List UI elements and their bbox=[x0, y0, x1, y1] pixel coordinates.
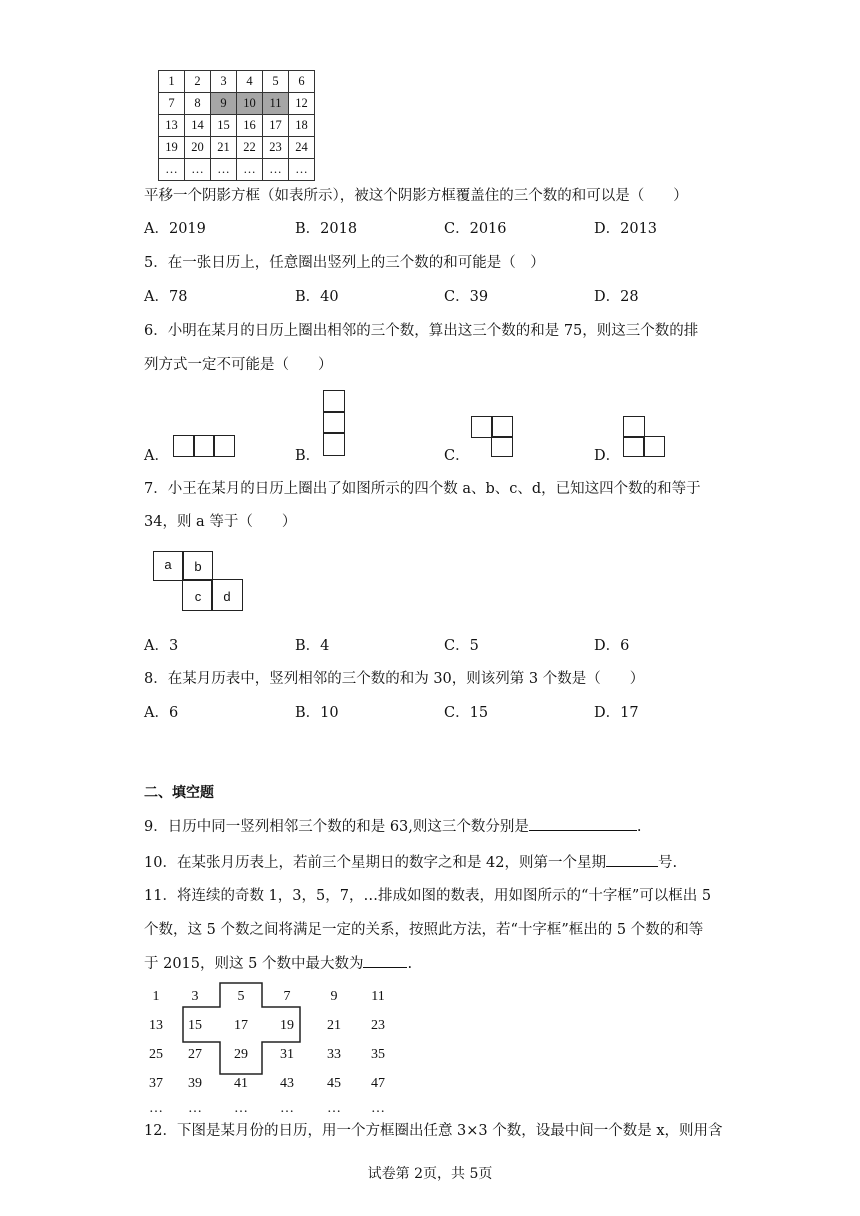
q7-label-c: c bbox=[194, 589, 202, 604]
q12-line1: 12．下图是某月份的日历，用一个方框圈出任意 3×3 个数，设最中间一个数是 x，则用含 bbox=[144, 1123, 723, 1139]
q11-line1: 11．将连续的奇数 1，3，5，7，…排成如图的数表，用如图所示的“十字框”可以框出 5 bbox=[144, 888, 712, 904]
q4-option-b: B．2018 bbox=[295, 221, 358, 237]
q8-option-d: D．17 bbox=[594, 705, 639, 721]
calendar-cell: … bbox=[237, 159, 263, 181]
calendar-cell: 24 bbox=[289, 137, 315, 159]
odd-table-cell: 21 bbox=[327, 1018, 341, 1033]
odd-table-cell: 1 bbox=[152, 989, 160, 1004]
odd-table-cell: 43 bbox=[280, 1076, 294, 1091]
q7-label-d: d bbox=[223, 589, 231, 604]
q10-text-end: 号. bbox=[658, 855, 678, 871]
odd-table-cell: 23 bbox=[371, 1018, 385, 1033]
calendar-cell: 18 bbox=[289, 115, 315, 137]
q10-text: 10．在某张月历表上，若前三个星期日的数字之和是 42，则第一个星期 bbox=[144, 855, 607, 871]
q11-line2: 个数，这 5 个数之间将满足一定的关系，按照此方法，若“十字框”框出的 5 个数的和等 bbox=[144, 922, 704, 938]
q8-option-a: A．6 bbox=[144, 705, 179, 721]
calendar-cell: 20 bbox=[185, 137, 211, 159]
odd-table-cell: … bbox=[327, 1101, 341, 1116]
q7-option-d: D．6 bbox=[594, 638, 630, 654]
calendar-cell: … bbox=[263, 159, 289, 181]
q6-stem-line1: 6．小明在某月的日历上圈出相邻的三个数，算出这三个数的和是 75，则这三个数的排 bbox=[144, 323, 699, 339]
q7-stem-line1: 7．小王在某月的日历上圈出了如图所示的四个数 a、b、c、d，已知这四个数的和等于 bbox=[144, 481, 701, 497]
q8-option-c: C．15 bbox=[444, 705, 489, 721]
odd-table-cell: 31 bbox=[280, 1047, 294, 1062]
calendar-cell: 1 bbox=[159, 71, 185, 93]
calendar-cell: 8 bbox=[185, 93, 211, 115]
q7-option-c: C．5 bbox=[444, 638, 479, 654]
section-title-fill-in: 二、填空题 bbox=[144, 785, 214, 801]
odd-table-cell: 39 bbox=[188, 1076, 202, 1091]
calendar-cell: … bbox=[289, 159, 315, 181]
q8-stem: 8．在某月历表中，竖列相邻的三个数的和为 30，则该列第 3 个数是（ ） bbox=[144, 671, 645, 687]
odd-table-cell: … bbox=[234, 1101, 248, 1116]
q5-option-d: D．28 bbox=[594, 289, 639, 305]
odd-table-cell: 33 bbox=[327, 1047, 341, 1062]
q8-option-b: B．10 bbox=[295, 705, 339, 721]
q7-option-b: B．4 bbox=[295, 638, 330, 654]
calendar-cell: 16 bbox=[237, 115, 263, 137]
calendar-cell: … bbox=[185, 159, 211, 181]
odd-table-cell: … bbox=[280, 1101, 294, 1116]
calendar-cell: 14 bbox=[185, 115, 211, 137]
q5-option-a: A．78 bbox=[144, 289, 188, 305]
odd-table-cell: 35 bbox=[371, 1047, 385, 1062]
odd-table-cell: 7 bbox=[283, 989, 291, 1004]
odd-table-cell: 37 bbox=[149, 1076, 163, 1091]
calendar-cell: 22 bbox=[237, 137, 263, 159]
odd-table-cell: 9 bbox=[330, 989, 338, 1004]
q11-text-end: . bbox=[407, 956, 413, 972]
q6-option-d: D． bbox=[594, 448, 621, 464]
odd-table-cell: 29 bbox=[234, 1047, 248, 1062]
calendar-cell: 9 bbox=[211, 93, 237, 115]
q5-option-c: C．39 bbox=[444, 289, 489, 305]
calendar-cell: 2 bbox=[185, 71, 211, 93]
odd-table-cell: 11 bbox=[371, 989, 385, 1004]
q4-stem: 平移一个阴影方框（如表所示），被这个阴影方框覆盖住的三个数的和可以是（ ） bbox=[144, 188, 688, 204]
odd-table-cell: 3 bbox=[191, 989, 199, 1004]
q9-text-end: . bbox=[636, 819, 642, 835]
q7-label-a: a bbox=[164, 557, 172, 572]
q4-option-a: A．2019 bbox=[144, 221, 206, 237]
q6-option-b: B． bbox=[295, 448, 321, 464]
calendar-cell: … bbox=[159, 159, 185, 181]
q7-stem-line2: 34，则 a 等于（ ） bbox=[144, 514, 297, 530]
calendar-cell: 3 bbox=[211, 71, 237, 93]
q6-option-a: A． bbox=[144, 448, 169, 464]
odd-table-cell: … bbox=[149, 1101, 163, 1116]
calendar-cell: 19 bbox=[159, 137, 185, 159]
odd-table-cell: 27 bbox=[188, 1047, 202, 1062]
calendar-cell: 4 bbox=[237, 71, 263, 93]
q4-option-c: C．2016 bbox=[444, 221, 507, 237]
odd-table-cell: 19 bbox=[280, 1018, 294, 1033]
odd-table-cell: 25 bbox=[149, 1047, 163, 1062]
calendar-cell: 23 bbox=[263, 137, 289, 159]
calendar-cell: 12 bbox=[289, 93, 315, 115]
q5-option-b: B．40 bbox=[295, 289, 339, 305]
q6-option-c: C． bbox=[444, 448, 470, 464]
calendar-cell: 5 bbox=[263, 71, 289, 93]
q4-option-d: D．2013 bbox=[594, 221, 658, 237]
calendar-cell: 7 bbox=[159, 93, 185, 115]
odd-table-cell: … bbox=[188, 1101, 202, 1116]
calendar-cell: 6 bbox=[289, 71, 315, 93]
odd-table-cell: 13 bbox=[149, 1018, 163, 1033]
odd-table-cell: 17 bbox=[234, 1018, 248, 1033]
calendar-cell: 17 bbox=[263, 115, 289, 137]
calendar-cell: 13 bbox=[159, 115, 185, 137]
calendar-cell: 11 bbox=[263, 93, 289, 115]
calendar-cell: 10 bbox=[237, 93, 263, 115]
calendar-cell: 21 bbox=[211, 137, 237, 159]
page-footer: 试卷第 2页，共 5页 bbox=[367, 1166, 493, 1182]
calendar-cell: 15 bbox=[211, 115, 237, 137]
calendar-cell: … bbox=[211, 159, 237, 181]
q7-option-a: A．3 bbox=[144, 638, 179, 654]
odd-table-cell: 41 bbox=[234, 1076, 248, 1091]
q11-text: 于 2015，则这 5 个数中最大数为 bbox=[144, 956, 364, 972]
odd-table-cell: 47 bbox=[371, 1076, 385, 1091]
odd-table-cell: … bbox=[371, 1101, 385, 1116]
q9-text: 9．日历中同一竖列相邻三个数的和是 63,则这三个数分别是 bbox=[144, 819, 529, 835]
odd-table-cell: 5 bbox=[237, 989, 245, 1004]
odd-table-cell: 45 bbox=[327, 1076, 341, 1091]
q7-label-b: b bbox=[194, 559, 202, 574]
q6-stem-line2: 列方式一定不可能是（ ） bbox=[144, 357, 333, 373]
q5-stem: 5．在一张日历上，任意圈出竖列上的三个数的和可能是（ ） bbox=[144, 255, 545, 271]
odd-table-cell: 15 bbox=[188, 1018, 202, 1033]
